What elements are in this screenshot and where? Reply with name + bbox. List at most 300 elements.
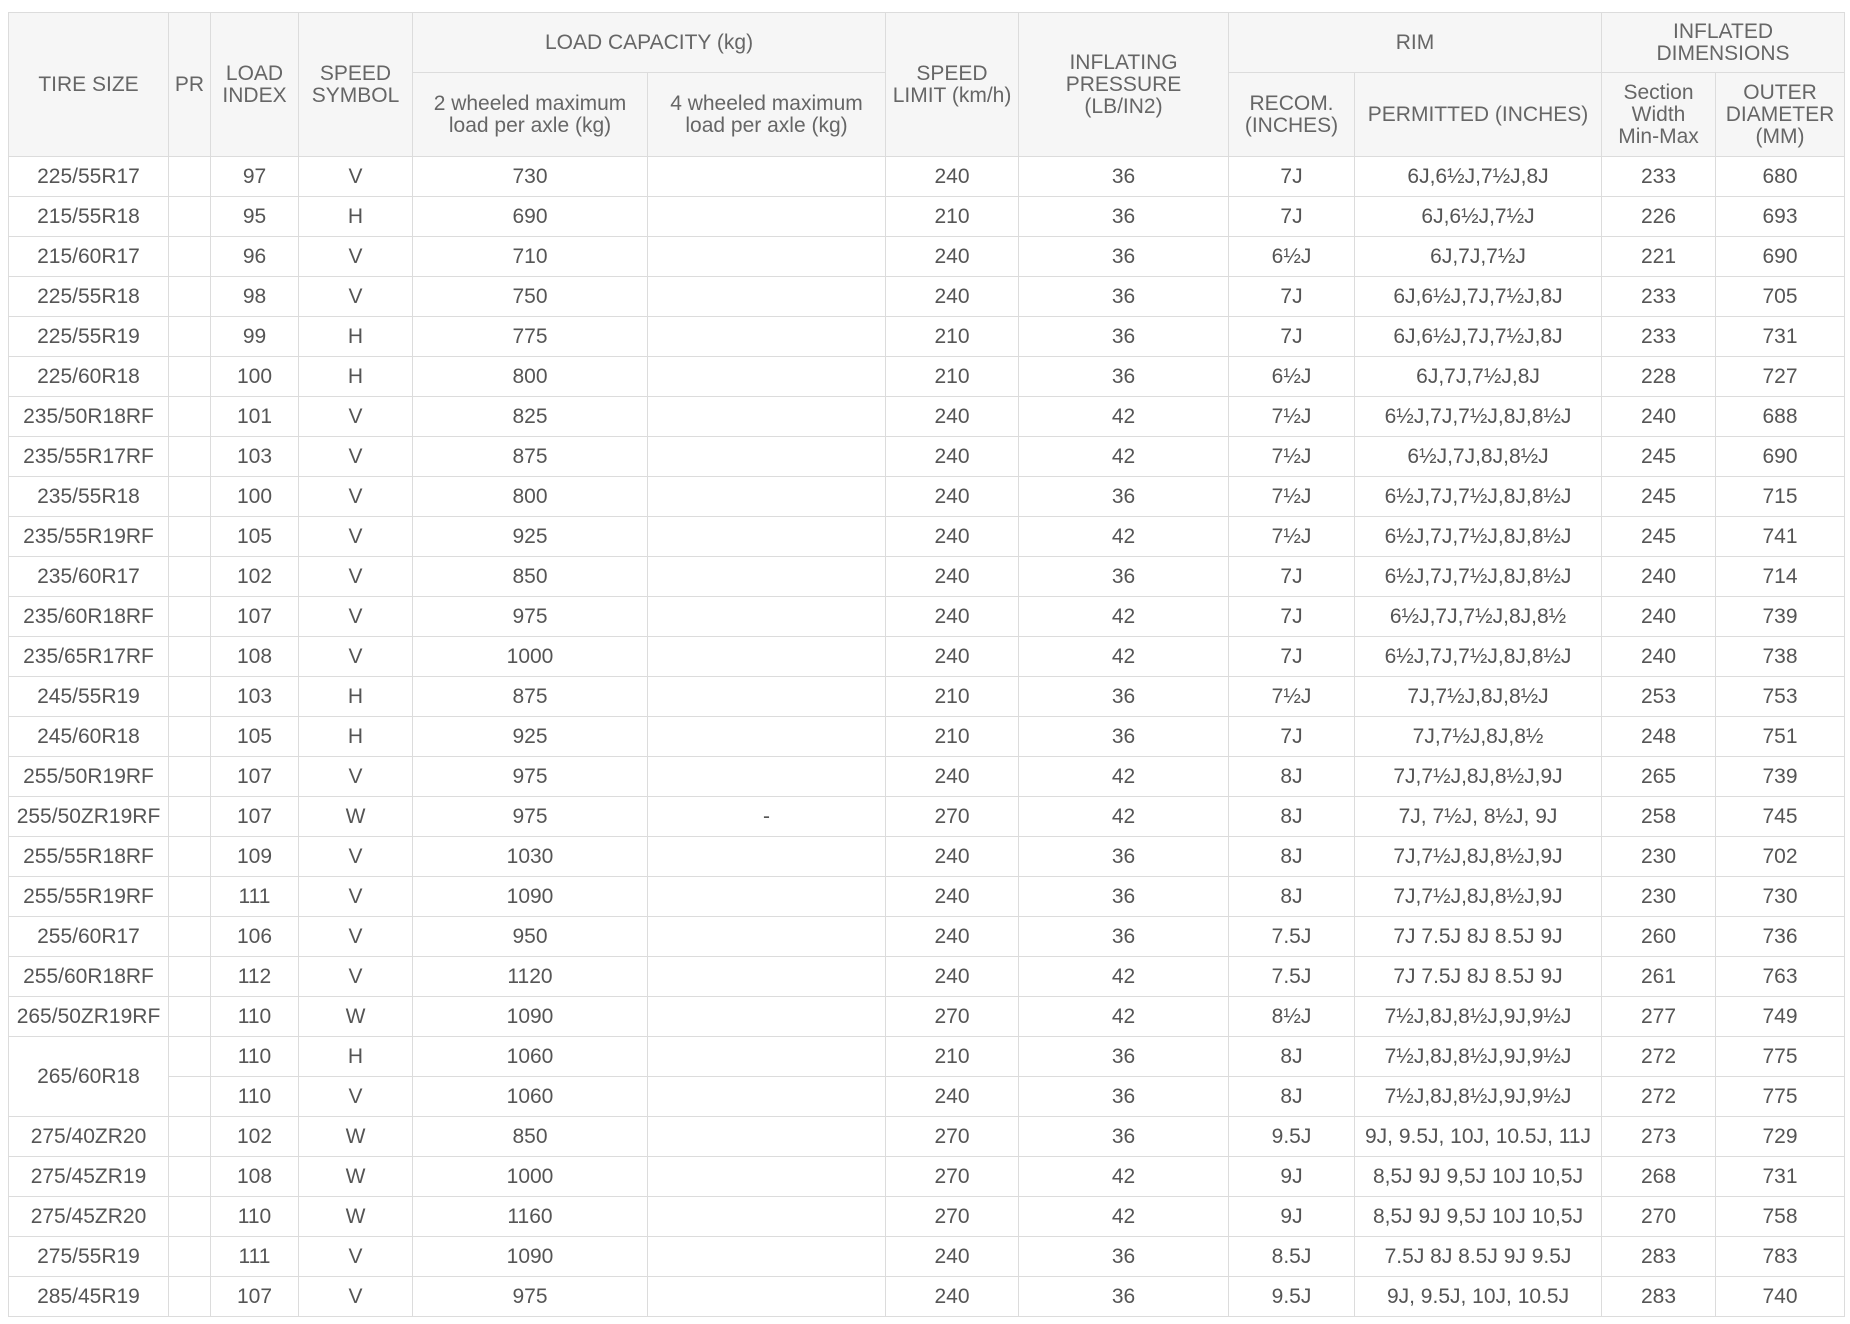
cell-load-index: 102 xyxy=(211,557,299,597)
cell-speed-symbol: V xyxy=(299,837,413,877)
table-row xyxy=(9,717,1845,757)
table-header xyxy=(9,13,1845,157)
cell-inflating-pressure: 36 xyxy=(1019,557,1229,597)
table-row xyxy=(9,237,1845,277)
cell-section-width: 228 xyxy=(1602,357,1716,397)
cell-two-wheeled-load: 775 xyxy=(413,317,648,357)
cell-rim-permitted: 8,5J 9J 9,5J 10J 10,5J xyxy=(1355,1157,1602,1197)
cell-rim-recom: 7J xyxy=(1229,277,1355,317)
cell-two-wheeled-load: 975 xyxy=(413,797,648,837)
cell-tire-size: 235/60R17 xyxy=(9,557,169,597)
cell-inflating-pressure: 36 xyxy=(1019,357,1229,397)
cell-pr xyxy=(169,197,211,237)
cell-pr xyxy=(169,1197,211,1237)
cell-four-wheeled-load xyxy=(648,557,886,597)
cell-speed-limit: 210 xyxy=(886,677,1019,717)
cell-speed-symbol: W xyxy=(299,1197,413,1237)
cell-section-width: 260 xyxy=(1602,917,1716,957)
cell-section-width: 233 xyxy=(1602,277,1716,317)
cell-speed-symbol: V xyxy=(299,757,413,797)
cell-outer-diameter: 715 xyxy=(1716,477,1845,517)
cell-four-wheeled-load xyxy=(648,1277,886,1317)
cell-speed-symbol: W xyxy=(299,1157,413,1197)
cell-inflating-pressure: 42 xyxy=(1019,397,1229,437)
cell-pr xyxy=(169,237,211,277)
cell-rim-recom: 7J xyxy=(1229,597,1355,637)
cell-tire-size: 235/50R18RF xyxy=(9,397,169,437)
cell-pr xyxy=(169,557,211,597)
cell-outer-diameter: 705 xyxy=(1716,277,1845,317)
cell-pr xyxy=(169,477,211,517)
cell-speed-symbol: V xyxy=(299,157,413,197)
cell-load-index: 108 xyxy=(211,1157,299,1197)
cell-pr xyxy=(169,797,211,837)
cell-rim-recom: 7½J xyxy=(1229,397,1355,437)
cell-pr xyxy=(169,517,211,557)
cell-section-width: 277 xyxy=(1602,997,1716,1037)
cell-section-width: 240 xyxy=(1602,557,1716,597)
cell-inflating-pressure: 36 xyxy=(1019,717,1229,757)
cell-rim-permitted: 7½J,8J,8½J,9J,9½J xyxy=(1355,1037,1602,1077)
cell-rim-permitted: 7J,7½J,8J,8½J,9J xyxy=(1355,877,1602,917)
cell-pr xyxy=(169,917,211,957)
header-rim-recom: RECOM. (INCHES) xyxy=(1229,73,1355,157)
cell-speed-symbol: V xyxy=(299,477,413,517)
cell-pr xyxy=(169,397,211,437)
header-two-wheeled-load: 2 wheeled maximum load per axle (kg) xyxy=(413,73,648,157)
cell-rim-recom: 8.5J xyxy=(1229,1237,1355,1277)
cell-outer-diameter: 690 xyxy=(1716,437,1845,477)
cell-outer-diameter: 775 xyxy=(1716,1037,1845,1077)
cell-speed-limit: 240 xyxy=(886,877,1019,917)
cell-pr xyxy=(169,677,211,717)
cell-section-width: 272 xyxy=(1602,1037,1716,1077)
cell-speed-symbol: V xyxy=(299,557,413,597)
cell-two-wheeled-load: 850 xyxy=(413,557,648,597)
cell-inflating-pressure: 36 xyxy=(1019,277,1229,317)
cell-four-wheeled-load xyxy=(648,677,886,717)
cell-load-index: 107 xyxy=(211,1277,299,1317)
cell-inflating-pressure: 36 xyxy=(1019,237,1229,277)
cell-speed-symbol: V xyxy=(299,957,413,997)
header-load-capacity: LOAD CAPACITY (kg) xyxy=(413,13,886,73)
cell-section-width: 230 xyxy=(1602,837,1716,877)
cell-section-width: 245 xyxy=(1602,517,1716,557)
cell-rim-recom: 7½J xyxy=(1229,517,1355,557)
cell-section-width: 273 xyxy=(1602,1117,1716,1157)
cell-rim-permitted: 7J 7.5J 8J 8.5J 9J xyxy=(1355,957,1602,997)
cell-outer-diameter: 758 xyxy=(1716,1197,1845,1237)
table-body xyxy=(9,157,1845,1317)
cell-rim-recom: 7J xyxy=(1229,717,1355,757)
cell-tire-size: 275/55R19 xyxy=(9,1237,169,1277)
cell-section-width: 240 xyxy=(1602,397,1716,437)
cell-tire-size: 235/55R17RF xyxy=(9,437,169,477)
cell-pr xyxy=(169,877,211,917)
cell-speed-limit: 270 xyxy=(886,797,1019,837)
cell-rim-permitted: 6J,6½J,7J,7½J,8J xyxy=(1355,277,1602,317)
table-row xyxy=(9,157,1845,197)
cell-speed-symbol: V xyxy=(299,277,413,317)
cell-load-index: 101 xyxy=(211,397,299,437)
table-row xyxy=(9,277,1845,317)
cell-outer-diameter: 680 xyxy=(1716,157,1845,197)
cell-outer-diameter: 693 xyxy=(1716,197,1845,237)
table-row xyxy=(9,997,1845,1037)
cell-pr xyxy=(169,637,211,677)
cell-rim-permitted: 8,5J 9J 9,5J 10J 10,5J xyxy=(1355,1197,1602,1237)
cell-rim-recom: 6½J xyxy=(1229,357,1355,397)
cell-speed-limit: 240 xyxy=(886,557,1019,597)
cell-speed-limit: 240 xyxy=(886,237,1019,277)
cell-speed-limit: 240 xyxy=(886,277,1019,317)
cell-section-width: 245 xyxy=(1602,437,1716,477)
cell-rim-recom: 8½J xyxy=(1229,997,1355,1037)
cell-inflating-pressure: 42 xyxy=(1019,757,1229,797)
cell-speed-limit: 210 xyxy=(886,317,1019,357)
cell-section-width: 253 xyxy=(1602,677,1716,717)
cell-inflating-pressure: 36 xyxy=(1019,197,1229,237)
cell-pr xyxy=(169,997,211,1037)
cell-section-width: 233 xyxy=(1602,157,1716,197)
cell-load-index: 108 xyxy=(211,637,299,677)
cell-speed-symbol: V xyxy=(299,517,413,557)
cell-tire-size: 275/45ZR19 xyxy=(9,1157,169,1197)
cell-speed-limit: 270 xyxy=(886,997,1019,1037)
cell-section-width: 221 xyxy=(1602,237,1716,277)
table-row xyxy=(9,1037,1845,1077)
cell-rim-recom: 8J xyxy=(1229,837,1355,877)
cell-load-index: 110 xyxy=(211,1037,299,1077)
cell-tire-size: 235/55R18 xyxy=(9,477,169,517)
cell-section-width: 230 xyxy=(1602,877,1716,917)
cell-rim-permitted: 7.5J 8J 8.5J 9J 9.5J xyxy=(1355,1237,1602,1277)
cell-two-wheeled-load: 975 xyxy=(413,1277,648,1317)
cell-pr xyxy=(169,1077,211,1117)
table-row xyxy=(9,917,1845,957)
cell-four-wheeled-load xyxy=(648,197,886,237)
cell-pr xyxy=(169,157,211,197)
cell-inflating-pressure: 36 xyxy=(1019,877,1229,917)
cell-section-width: 268 xyxy=(1602,1157,1716,1197)
cell-outer-diameter: 763 xyxy=(1716,957,1845,997)
cell-tire-size: 265/60R18 xyxy=(9,1037,169,1117)
cell-speed-symbol: H xyxy=(299,677,413,717)
cell-rim-recom: 9J xyxy=(1229,1197,1355,1237)
cell-rim-permitted: 6J,6½J,7½J xyxy=(1355,197,1602,237)
cell-inflating-pressure: 36 xyxy=(1019,1277,1229,1317)
cell-rim-permitted: 6½J,7J,8J,8½J xyxy=(1355,437,1602,477)
cell-four-wheeled-load xyxy=(648,997,886,1037)
cell-pr xyxy=(169,317,211,357)
cell-four-wheeled-load xyxy=(648,1117,886,1157)
cell-pr xyxy=(169,1037,211,1077)
table-row xyxy=(9,677,1845,717)
cell-tire-size: 255/60R17 xyxy=(9,917,169,957)
cell-rim-recom: 8J xyxy=(1229,757,1355,797)
cell-inflating-pressure: 36 xyxy=(1019,677,1229,717)
cell-rim-permitted: 6J,7J,7½J,8J xyxy=(1355,357,1602,397)
cell-inflating-pressure: 42 xyxy=(1019,1157,1229,1197)
cell-rim-recom: 8J xyxy=(1229,877,1355,917)
cell-speed-symbol: H xyxy=(299,717,413,757)
cell-section-width: 261 xyxy=(1602,957,1716,997)
cell-speed-symbol: V xyxy=(299,1237,413,1277)
cell-rim-permitted: 9J, 9.5J, 10J, 10.5J xyxy=(1355,1277,1602,1317)
cell-load-index: 105 xyxy=(211,517,299,557)
cell-section-width: 233 xyxy=(1602,317,1716,357)
table-row xyxy=(9,397,1845,437)
header-speed-symbol: SPEED SYMBOL xyxy=(299,13,413,157)
cell-speed-limit: 210 xyxy=(886,357,1019,397)
cell-pr xyxy=(169,837,211,877)
cell-tire-size: 255/60R18RF xyxy=(9,957,169,997)
cell-rim-recom: 6½J xyxy=(1229,237,1355,277)
cell-outer-diameter: 736 xyxy=(1716,917,1845,957)
cell-outer-diameter: 749 xyxy=(1716,997,1845,1037)
cell-speed-limit: 240 xyxy=(886,477,1019,517)
cell-rim-recom: 7J xyxy=(1229,317,1355,357)
cell-two-wheeled-load: 950 xyxy=(413,917,648,957)
cell-rim-recom: 8J xyxy=(1229,797,1355,837)
cell-rim-permitted: 7J, 7½J, 8½J, 9J xyxy=(1355,797,1602,837)
cell-two-wheeled-load: 1060 xyxy=(413,1077,648,1117)
cell-pr xyxy=(169,1237,211,1277)
cell-inflating-pressure: 42 xyxy=(1019,997,1229,1037)
table-row xyxy=(9,637,1845,677)
header-section-width: Section Width Min-Max xyxy=(1602,73,1716,157)
cell-speed-limit: 240 xyxy=(886,437,1019,477)
header-inflated-dimensions: INFLATED DIMENSIONS xyxy=(1602,13,1845,73)
cell-pr xyxy=(169,1157,211,1197)
cell-inflating-pressure: 36 xyxy=(1019,477,1229,517)
cell-outer-diameter: 730 xyxy=(1716,877,1845,917)
cell-two-wheeled-load: 1090 xyxy=(413,877,648,917)
cell-four-wheeled-load xyxy=(648,1197,886,1237)
table-row xyxy=(9,1197,1845,1237)
header-rim-permitted: PERMITTED (INCHES) xyxy=(1355,73,1602,157)
table-row xyxy=(9,197,1845,237)
cell-tire-size: 275/45ZR20 xyxy=(9,1197,169,1237)
cell-four-wheeled-load xyxy=(648,397,886,437)
cell-speed-limit: 240 xyxy=(886,917,1019,957)
header-inflating-pressure: INFLATING PRESSURE (LB/IN2) xyxy=(1019,13,1229,157)
cell-outer-diameter: 783 xyxy=(1716,1237,1845,1277)
cell-two-wheeled-load: 1000 xyxy=(413,1157,648,1197)
cell-four-wheeled-load xyxy=(648,637,886,677)
cell-load-index: 100 xyxy=(211,477,299,517)
cell-speed-symbol: V xyxy=(299,877,413,917)
cell-four-wheeled-load xyxy=(648,517,886,557)
header-rim: RIM xyxy=(1229,13,1602,73)
cell-section-width: 272 xyxy=(1602,1077,1716,1117)
cell-speed-limit: 210 xyxy=(886,717,1019,757)
cell-two-wheeled-load: 825 xyxy=(413,397,648,437)
cell-load-index: 107 xyxy=(211,757,299,797)
cell-speed-symbol: H xyxy=(299,317,413,357)
cell-tire-size: 255/50ZR19RF xyxy=(9,797,169,837)
cell-speed-symbol: V xyxy=(299,597,413,637)
cell-section-width: 226 xyxy=(1602,197,1716,237)
cell-speed-symbol: H xyxy=(299,197,413,237)
cell-inflating-pressure: 42 xyxy=(1019,637,1229,677)
cell-rim-permitted: 6½J,7J,7½J,8J,8½J xyxy=(1355,397,1602,437)
cell-load-index: 103 xyxy=(211,677,299,717)
cell-four-wheeled-load xyxy=(648,717,886,757)
cell-section-width: 270 xyxy=(1602,1197,1716,1237)
cell-section-width: 248 xyxy=(1602,717,1716,757)
cell-two-wheeled-load: 800 xyxy=(413,477,648,517)
cell-four-wheeled-load: - xyxy=(648,797,886,837)
cell-rim-recom: 7.5J xyxy=(1229,957,1355,997)
cell-speed-limit: 210 xyxy=(886,197,1019,237)
cell-four-wheeled-load xyxy=(648,757,886,797)
cell-tire-size: 225/55R18 xyxy=(9,277,169,317)
cell-rim-recom: 8J xyxy=(1229,1077,1355,1117)
cell-four-wheeled-load xyxy=(648,157,886,197)
header-speed-limit: SPEED LIMIT (km/h) xyxy=(886,13,1019,157)
header-outer-diameter: OUTER DIAMETER (MM) xyxy=(1716,73,1845,157)
cell-section-width: 240 xyxy=(1602,637,1716,677)
cell-rim-permitted: 7J 7.5J 8J 8.5J 9J xyxy=(1355,917,1602,957)
cell-rim-permitted: 6J,6½J,7½J,8J xyxy=(1355,157,1602,197)
cell-tire-size: 255/55R19RF xyxy=(9,877,169,917)
cell-speed-symbol: V xyxy=(299,397,413,437)
cell-rim-recom: 7J xyxy=(1229,197,1355,237)
cell-speed-limit: 240 xyxy=(886,1077,1019,1117)
cell-outer-diameter: 727 xyxy=(1716,357,1845,397)
cell-two-wheeled-load: 1120 xyxy=(413,957,648,997)
cell-two-wheeled-load: 1060 xyxy=(413,1037,648,1077)
cell-inflating-pressure: 36 xyxy=(1019,837,1229,877)
cell-rim-permitted: 6J,7J,7½J xyxy=(1355,237,1602,277)
cell-speed-limit: 240 xyxy=(886,637,1019,677)
cell-inflating-pressure: 42 xyxy=(1019,1197,1229,1237)
cell-section-width: 283 xyxy=(1602,1237,1716,1277)
cell-rim-permitted: 7½J,8J,8½J,9J,9½J xyxy=(1355,1077,1602,1117)
cell-rim-permitted: 9J, 9.5J, 10J, 10.5J, 11J xyxy=(1355,1117,1602,1157)
cell-outer-diameter: 714 xyxy=(1716,557,1845,597)
cell-four-wheeled-load xyxy=(648,1157,886,1197)
cell-two-wheeled-load: 975 xyxy=(413,597,648,637)
cell-rim-permitted: 6½J,7J,7½J,8J,8½ xyxy=(1355,597,1602,637)
cell-two-wheeled-load: 710 xyxy=(413,237,648,277)
table-row xyxy=(9,517,1845,557)
cell-rim-recom: 7J xyxy=(1229,157,1355,197)
cell-tire-size: 215/60R17 xyxy=(9,237,169,277)
cell-speed-symbol: V xyxy=(299,637,413,677)
cell-rim-recom: 7½J xyxy=(1229,437,1355,477)
cell-rim-permitted: 7J,7½J,8J,8½ xyxy=(1355,717,1602,757)
cell-four-wheeled-load xyxy=(648,1237,886,1277)
cell-load-index: 110 xyxy=(211,1197,299,1237)
cell-outer-diameter: 741 xyxy=(1716,517,1845,557)
cell-load-index: 98 xyxy=(211,277,299,317)
cell-pr xyxy=(169,957,211,997)
cell-outer-diameter: 775 xyxy=(1716,1077,1845,1117)
table-row xyxy=(9,797,1845,837)
cell-outer-diameter: 739 xyxy=(1716,757,1845,797)
table-row xyxy=(9,1157,1845,1197)
cell-speed-limit: 240 xyxy=(886,757,1019,797)
cell-tire-size: 235/60R18RF xyxy=(9,597,169,637)
tire-spec-table xyxy=(8,12,1845,1317)
cell-four-wheeled-load xyxy=(648,477,886,517)
cell-speed-limit: 240 xyxy=(886,1237,1019,1277)
table-row xyxy=(9,1077,1845,1117)
cell-load-index: 95 xyxy=(211,197,299,237)
cell-pr xyxy=(169,757,211,797)
cell-speed-limit: 240 xyxy=(886,957,1019,997)
cell-speed-limit: 210 xyxy=(886,1037,1019,1077)
cell-rim-permitted: 7½J,8J,8½J,9J,9½J xyxy=(1355,997,1602,1037)
cell-two-wheeled-load: 730 xyxy=(413,157,648,197)
cell-load-index: 96 xyxy=(211,237,299,277)
cell-rim-recom: 7½J xyxy=(1229,677,1355,717)
cell-tire-size: 245/55R19 xyxy=(9,677,169,717)
cell-load-index: 102 xyxy=(211,1117,299,1157)
table-row xyxy=(9,477,1845,517)
cell-four-wheeled-load xyxy=(648,277,886,317)
cell-tire-size: 255/55R18RF xyxy=(9,837,169,877)
cell-four-wheeled-load xyxy=(648,957,886,997)
cell-outer-diameter: 739 xyxy=(1716,597,1845,637)
cell-speed-limit: 270 xyxy=(886,1157,1019,1197)
cell-load-index: 107 xyxy=(211,597,299,637)
cell-tire-size: 235/55R19RF xyxy=(9,517,169,557)
cell-section-width: 283 xyxy=(1602,1277,1716,1317)
cell-outer-diameter: 731 xyxy=(1716,317,1845,357)
cell-two-wheeled-load: 750 xyxy=(413,277,648,317)
cell-rim-permitted: 7J,7½J,8J,8½J,9J xyxy=(1355,837,1602,877)
cell-four-wheeled-load xyxy=(648,837,886,877)
table-row xyxy=(9,957,1845,997)
cell-two-wheeled-load: 875 xyxy=(413,677,648,717)
cell-inflating-pressure: 36 xyxy=(1019,1117,1229,1157)
cell-inflating-pressure: 36 xyxy=(1019,917,1229,957)
table-row xyxy=(9,317,1845,357)
cell-two-wheeled-load: 925 xyxy=(413,517,648,557)
table-row xyxy=(9,1237,1845,1277)
cell-two-wheeled-load: 1030 xyxy=(413,837,648,877)
cell-load-index: 107 xyxy=(211,797,299,837)
cell-load-index: 99 xyxy=(211,317,299,357)
cell-two-wheeled-load: 875 xyxy=(413,437,648,477)
cell-load-index: 112 xyxy=(211,957,299,997)
cell-speed-limit: 240 xyxy=(886,157,1019,197)
table-row xyxy=(9,557,1845,597)
cell-outer-diameter: 690 xyxy=(1716,237,1845,277)
cell-load-index: 110 xyxy=(211,997,299,1037)
cell-two-wheeled-load: 800 xyxy=(413,357,648,397)
cell-tire-size: 215/55R18 xyxy=(9,197,169,237)
cell-tire-size: 255/50R19RF xyxy=(9,757,169,797)
cell-inflating-pressure: 36 xyxy=(1019,1237,1229,1277)
cell-four-wheeled-load xyxy=(648,917,886,957)
cell-speed-symbol: V xyxy=(299,437,413,477)
cell-rim-permitted: 6½J,7J,7½J,8J,8½J xyxy=(1355,557,1602,597)
cell-two-wheeled-load: 1090 xyxy=(413,997,648,1037)
table-row xyxy=(9,877,1845,917)
cell-outer-diameter: 731 xyxy=(1716,1157,1845,1197)
cell-section-width: 265 xyxy=(1602,757,1716,797)
cell-section-width: 258 xyxy=(1602,797,1716,837)
cell-four-wheeled-load xyxy=(648,1077,886,1117)
cell-speed-limit: 240 xyxy=(886,517,1019,557)
cell-two-wheeled-load: 850 xyxy=(413,1117,648,1157)
cell-tire-size: 285/45R19 xyxy=(9,1277,169,1317)
cell-load-index: 111 xyxy=(211,877,299,917)
